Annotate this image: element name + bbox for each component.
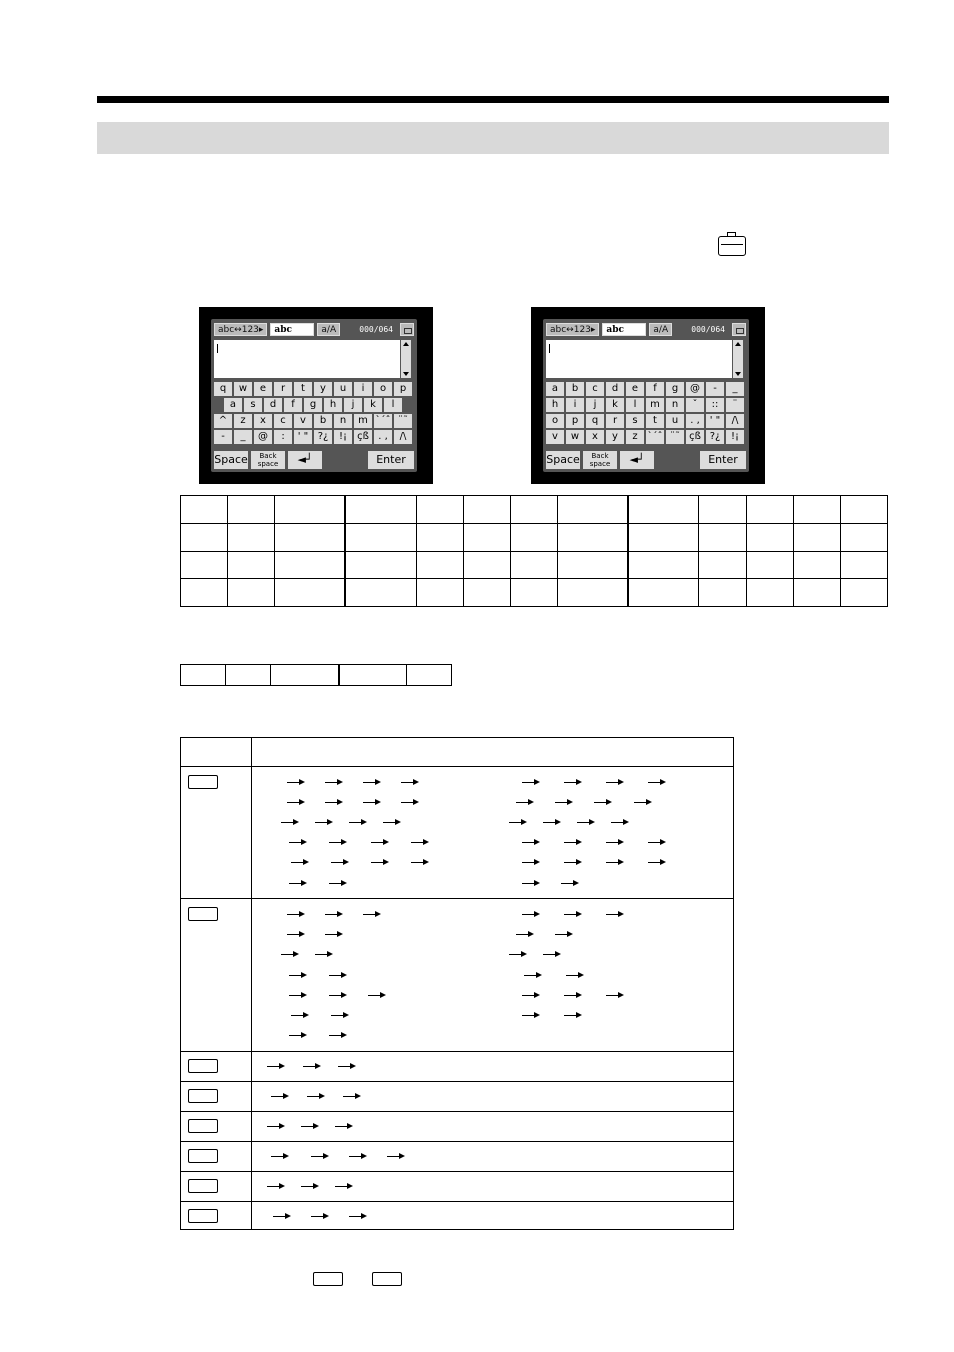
arrow-icon <box>331 1015 347 1016</box>
key[interactable]: i <box>566 398 584 412</box>
key-button-icon <box>188 1089 218 1103</box>
return-arrow-icon: ◄┘ <box>629 453 645 466</box>
arrow-icon <box>307 1096 323 1097</box>
arrow-icon <box>287 802 303 803</box>
scroll-up-icon[interactable] <box>735 342 741 346</box>
arrow-icon <box>315 954 331 955</box>
case-toggle[interactable]: a/A <box>649 323 672 336</box>
scrollbar[interactable] <box>401 340 411 378</box>
backspace-label-top: Back <box>591 452 609 460</box>
character-grid-table <box>180 495 888 607</box>
key[interactable]: y <box>314 382 332 396</box>
key[interactable]: h <box>324 398 342 412</box>
input-mode-chip[interactable]: abc <box>602 323 646 336</box>
arrow-icon <box>411 862 427 863</box>
key[interactable]: a <box>546 382 564 396</box>
arrow-icon <box>289 1035 305 1036</box>
arrow-icon <box>329 995 345 996</box>
arrow-icon <box>594 802 610 803</box>
arrow-icon <box>564 782 580 783</box>
key-grid <box>546 382 744 446</box>
arrow-icon <box>401 782 417 783</box>
key[interactable]: h <box>546 398 564 412</box>
arrow-icon <box>349 1216 365 1217</box>
key[interactable]: _ <box>234 430 252 444</box>
key[interactable]: d <box>264 398 282 412</box>
arrow-icon <box>287 914 303 915</box>
arrow-icon <box>271 1096 287 1097</box>
key[interactable]: s <box>626 414 644 428</box>
row-divider <box>181 1201 733 1202</box>
arrow-icon <box>325 782 341 783</box>
key[interactable]: g <box>666 382 684 396</box>
key[interactable]: ^ <box>214 414 232 428</box>
scrollbar[interactable] <box>733 340 743 378</box>
key[interactable]: w <box>566 430 584 444</box>
key-button-icon <box>188 1179 218 1193</box>
char-counter: 000/064 <box>691 325 725 334</box>
key[interactable]: w <box>234 382 252 396</box>
arrow-icon <box>311 1156 327 1157</box>
key[interactable]: ¨ <box>726 398 744 412</box>
arrow-icon <box>387 1156 403 1157</box>
arrow-icon <box>516 802 532 803</box>
row-divider <box>181 766 733 767</box>
key[interactable]: ?¿ <box>314 430 332 444</box>
key[interactable]: - <box>706 382 724 396</box>
mode-toggle[interactable]: abc↔123▸ <box>214 323 267 336</box>
key[interactable]: a <box>224 398 242 412</box>
key[interactable]: _ <box>726 382 744 396</box>
key-button-icon <box>313 1272 343 1286</box>
key[interactable]: q <box>214 382 232 396</box>
arrow-icon <box>543 954 559 955</box>
arrow-icon <box>349 822 365 823</box>
scroll-down-icon[interactable] <box>735 372 741 376</box>
arrow-icon <box>555 802 571 803</box>
key[interactable]: e <box>254 382 272 396</box>
arrow-icon <box>522 995 538 996</box>
key[interactable]: v <box>546 430 564 444</box>
arrow-icon <box>349 1156 365 1157</box>
arrow-icon <box>564 1015 580 1016</box>
enter-key[interactable]: Enter <box>700 451 746 469</box>
key[interactable]: r <box>606 414 624 428</box>
return-key[interactable] <box>620 451 654 469</box>
arrow-icon <box>281 954 297 955</box>
key[interactable]: o <box>374 382 392 396</box>
arrow-icon <box>566 975 582 976</box>
arrow-icon <box>289 883 305 884</box>
arrow-icon <box>267 1126 283 1127</box>
arrow-icon <box>315 822 331 823</box>
key[interactable]: t <box>646 414 664 428</box>
row-divider <box>181 1171 733 1172</box>
arrow-icon <box>522 782 538 783</box>
backspace-label-bottom: space <box>589 460 611 468</box>
char-counter: 000/064 <box>359 325 393 334</box>
top-rule <box>97 96 889 103</box>
arrow-icon <box>343 1096 359 1097</box>
toolbox-icon <box>718 236 746 256</box>
key[interactable]: j <box>344 398 362 412</box>
arrow-icon <box>335 1186 351 1187</box>
key[interactable]: k <box>364 398 382 412</box>
key-button-icon <box>188 1209 218 1223</box>
row-divider <box>181 1081 733 1082</box>
key[interactable]: /\ <box>726 414 744 428</box>
key[interactable]: p <box>394 382 412 396</box>
key[interactable]: l <box>384 398 402 412</box>
key[interactable]: çß <box>686 430 704 444</box>
case-toggle[interactable]: a/A <box>317 323 340 336</box>
key[interactable]: n <box>666 398 684 412</box>
backspace-key[interactable] <box>251 451 285 469</box>
key[interactable]: q <box>586 414 604 428</box>
toolbox-icon[interactable] <box>400 323 414 336</box>
key[interactable]: k <box>606 398 624 412</box>
column-divider <box>251 738 252 1229</box>
arrow-icon <box>325 914 341 915</box>
arrow-icon <box>543 822 559 823</box>
row-divider <box>181 1111 733 1112</box>
key-button-icon <box>372 1272 402 1286</box>
key-button-icon <box>188 1059 218 1073</box>
arrow-icon <box>564 862 580 863</box>
key[interactable]: l <box>626 398 644 412</box>
backspace-label-bottom: space <box>257 460 279 468</box>
key[interactable]: z <box>234 414 252 428</box>
key[interactable]: @ <box>254 430 272 444</box>
key[interactable]: t <box>294 382 312 396</box>
arrow-icon <box>522 862 538 863</box>
arrow-icon <box>335 1126 351 1127</box>
mode-toggle[interactable]: abc↔123▸ <box>546 323 599 336</box>
keyboard-screen-qwerty <box>199 307 433 484</box>
key-button-icon <box>188 1119 218 1133</box>
arrow-icon <box>509 954 525 955</box>
arrow-icon <box>516 934 532 935</box>
key[interactable]: !¡ <box>726 430 744 444</box>
arrow-icon <box>363 782 379 783</box>
arrow-icon <box>509 822 525 823</box>
section-header-bar <box>97 122 889 154</box>
input-mode-chip[interactable]: abc <box>270 323 314 336</box>
arrow-icon <box>522 914 538 915</box>
space-key[interactable]: Space <box>214 451 248 469</box>
key[interactable]: r <box>274 382 292 396</box>
scroll-up-icon[interactable] <box>403 342 409 346</box>
key[interactable]: x <box>254 414 272 428</box>
key[interactable]: o <box>546 414 564 428</box>
key[interactable]: ¨˜ <box>666 430 684 444</box>
row-divider <box>181 1141 733 1142</box>
arrow-icon <box>329 1035 345 1036</box>
arrow-icon <box>289 975 305 976</box>
space-key[interactable]: Space <box>546 451 580 469</box>
arrow-icon <box>577 822 593 823</box>
arrow-icon <box>522 883 538 884</box>
key-button-icon <box>188 907 218 921</box>
backspace-label-top: Back <box>259 452 277 460</box>
key[interactable]: f <box>646 382 664 396</box>
key[interactable]: /\ <box>394 430 412 444</box>
key[interactable]: ?¿ <box>706 430 724 444</box>
key[interactable]: j <box>586 398 604 412</box>
key[interactable]: çß <box>354 430 372 444</box>
arrow-icon <box>648 862 664 863</box>
arrow-icon <box>606 782 622 783</box>
enter-key[interactable]: Enter <box>368 451 414 469</box>
arrow-icon <box>325 934 341 935</box>
arrow-icon <box>291 862 307 863</box>
key[interactable]: :: <box>706 398 724 412</box>
arrow-icon <box>363 802 379 803</box>
key[interactable]: m <box>354 414 372 428</box>
arrow-icon <box>267 1066 283 1067</box>
arrow-icon <box>331 862 347 863</box>
key[interactable]: c <box>274 414 292 428</box>
key[interactable]: y <box>606 430 624 444</box>
arrow-icon <box>648 842 664 843</box>
arrow-icon <box>564 842 580 843</box>
key[interactable]: e <box>626 382 644 396</box>
arrow-icon <box>303 1066 319 1067</box>
key[interactable]: s <box>244 398 262 412</box>
arrow-icon <box>301 1186 317 1187</box>
arrow-icon <box>267 1186 283 1187</box>
arrow-icon <box>606 842 622 843</box>
key-grid <box>214 382 412 446</box>
arrow-icon <box>522 1015 538 1016</box>
arrow-icon <box>363 914 379 915</box>
key[interactable]: ¨˜ <box>394 414 412 428</box>
key[interactable]: x <box>586 430 604 444</box>
scroll-down-icon[interactable] <box>403 372 409 376</box>
arrow-icon <box>522 842 538 843</box>
arrow-icon <box>401 802 417 803</box>
key[interactable]: u <box>666 414 684 428</box>
arrow-icon <box>281 822 297 823</box>
arrow-icon <box>383 822 399 823</box>
arrow-icon <box>301 1126 317 1127</box>
backspace-key[interactable] <box>583 451 617 469</box>
key[interactable]: . , <box>374 430 392 444</box>
arrow-icon <box>648 782 664 783</box>
arrow-icon <box>291 1015 307 1016</box>
key[interactable]: v <box>294 414 312 428</box>
arrow-icon <box>634 802 650 803</box>
toolbox-icon[interactable] <box>732 323 746 336</box>
arrow-icon <box>564 914 580 915</box>
key[interactable]: c <box>586 382 604 396</box>
key[interactable]: !¡ <box>334 430 352 444</box>
key[interactable]: ˇ <box>686 398 704 412</box>
row-divider <box>181 898 733 899</box>
arrow-icon <box>555 934 571 935</box>
arrow-icon <box>524 975 540 976</box>
key[interactable]: ˋˊˆ <box>647 431 663 442</box>
keyboard-screen-alphabetic <box>531 307 765 484</box>
arrow-icon <box>606 862 622 863</box>
arrow-icon <box>325 802 341 803</box>
arrow-icon <box>287 934 303 935</box>
arrow-icon <box>273 1216 289 1217</box>
key[interactable]: @ <box>686 382 704 396</box>
key[interactable]: ' " <box>706 414 724 428</box>
arrow-icon <box>329 883 345 884</box>
arrow-icon <box>338 1066 354 1067</box>
key[interactable]: ˋˊˆ <box>375 415 391 426</box>
arrow-icon <box>561 883 577 884</box>
arrow-icon <box>311 1216 327 1217</box>
key-button-icon <box>188 1149 218 1163</box>
arrow-icon <box>289 842 305 843</box>
key-button-icon <box>188 775 218 789</box>
arrow-icon <box>329 842 345 843</box>
bottom-row-table <box>180 664 452 686</box>
arrow-icon <box>368 995 384 996</box>
key[interactable]: - <box>214 430 232 444</box>
key[interactable]: m <box>646 398 664 412</box>
key[interactable]: b <box>566 382 584 396</box>
text-input-area[interactable] <box>546 340 732 378</box>
return-arrow-icon: ◄┘ <box>297 453 313 466</box>
key[interactable]: d <box>606 382 624 396</box>
accent-sequence-table <box>180 737 734 1230</box>
key[interactable]: p <box>566 414 584 428</box>
arrow-icon <box>289 995 305 996</box>
return-key[interactable] <box>288 451 322 469</box>
key[interactable]: u <box>334 382 352 396</box>
arrow-icon <box>371 842 387 843</box>
row-divider <box>181 1051 733 1052</box>
arrow-icon <box>606 914 622 915</box>
key[interactable]: g <box>304 398 322 412</box>
arrow-icon <box>564 995 580 996</box>
key[interactable]: b <box>314 414 332 428</box>
arrow-icon <box>271 1156 287 1157</box>
text-input-area[interactable] <box>214 340 400 378</box>
arrow-icon <box>371 862 387 863</box>
arrow-icon <box>606 995 622 996</box>
arrow-icon <box>287 782 303 783</box>
key[interactable]: : <box>274 430 292 444</box>
key[interactable]: n <box>334 414 352 428</box>
key[interactable]: . , <box>686 414 704 428</box>
key[interactable]: f <box>284 398 302 412</box>
arrow-icon <box>411 842 427 843</box>
key[interactable]: z <box>626 430 644 444</box>
key[interactable]: i <box>354 382 372 396</box>
key[interactable]: ' " <box>294 430 312 444</box>
arrow-icon <box>611 822 627 823</box>
arrow-icon <box>329 975 345 976</box>
